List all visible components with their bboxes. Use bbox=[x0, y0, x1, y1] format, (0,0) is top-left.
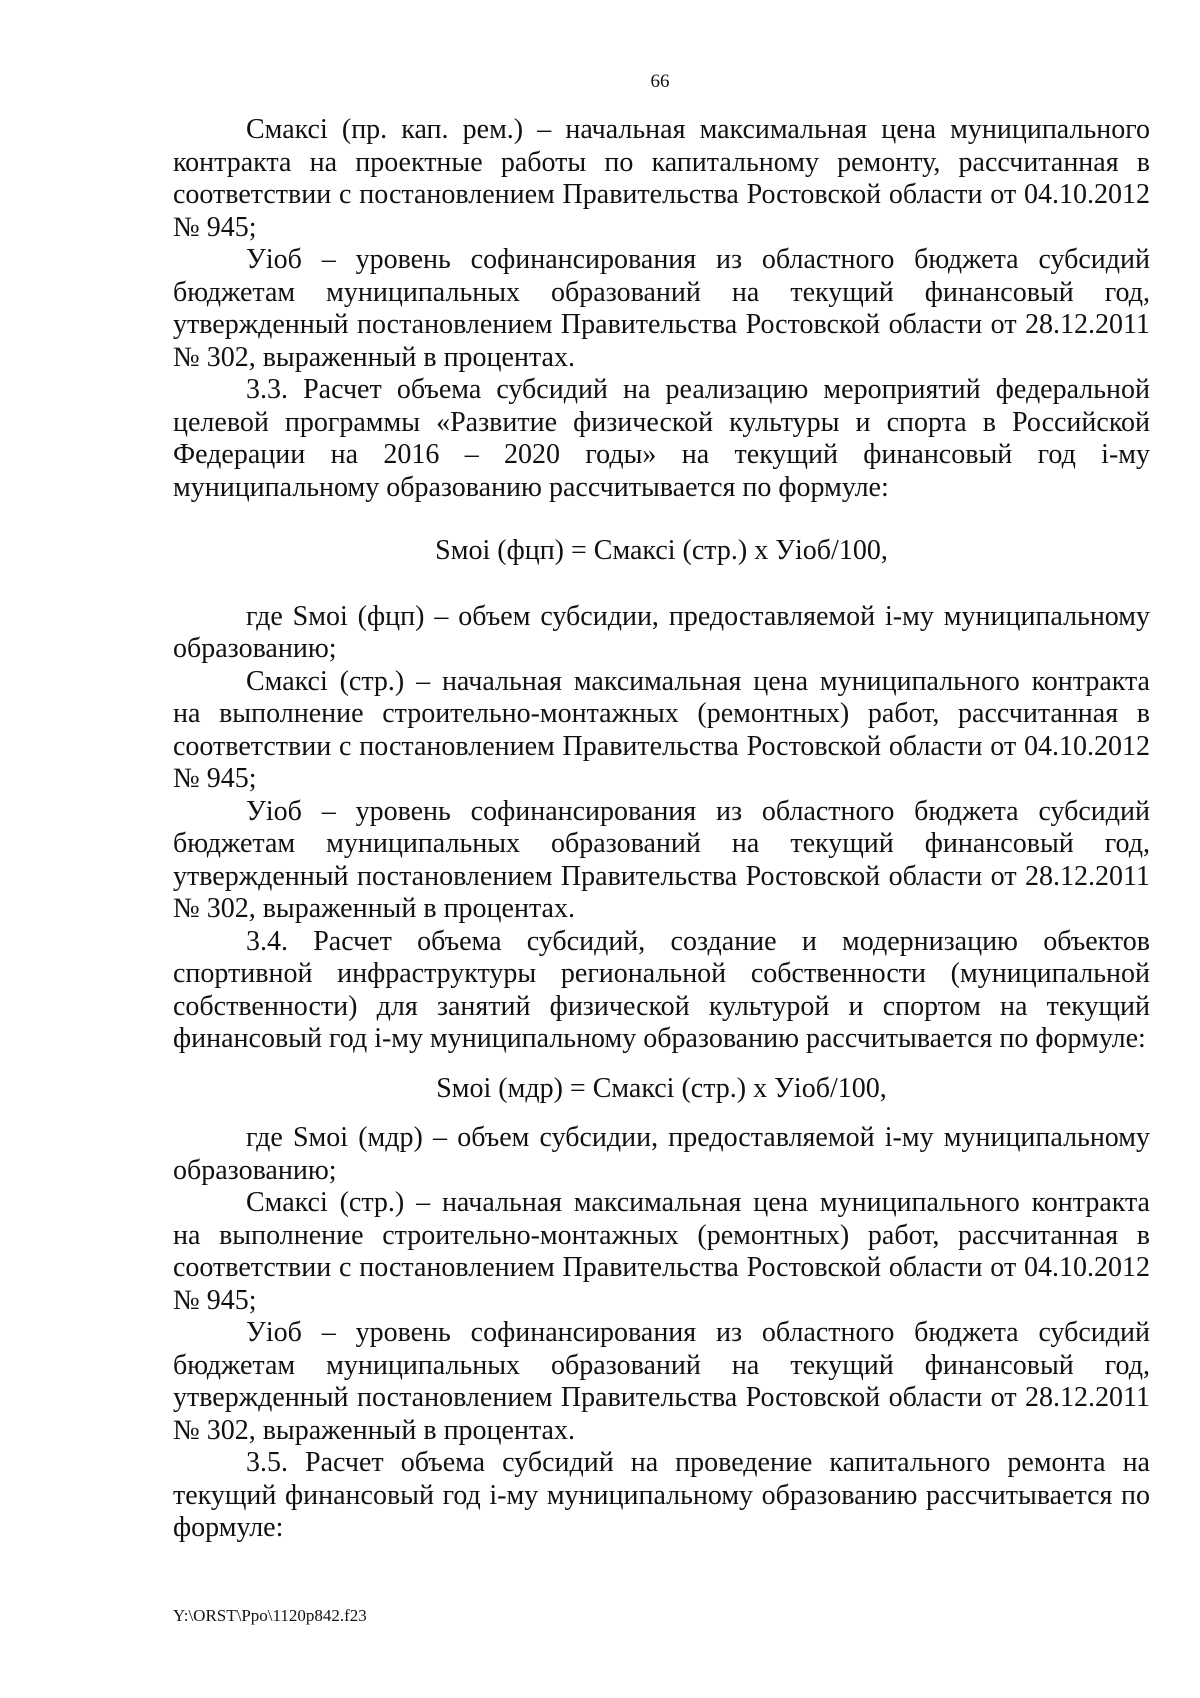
paragraph-cofinancing-level: Уіоб – уровень софинансирования из областного бюджета субсидий бюджетам муниципальных образований на текущий финансовый год, утвержденный постановлением Правительства Ростовской области от 28.12.2011 № 302, выраженный в процентах. bbox=[173, 795, 1150, 924]
paragraph-section-3-4: 3.4. Расчет объема субсидий, создание и модернизацию объектов спортивной инфраструктуры региональной собственности (муниципальной собственности) для занятий физической культурой и спортом на текущий финансовый год і-му муниципальному образованию рассчитывается по формуле: bbox=[173, 925, 1150, 1054]
paragraph-cmax-construction: Смаксі (стр.) – начальная максимальная цена муниципального контракта на выполнение строительно-монтажных (ремонтных) работ, рассчитанная в соответствии с постановлением Правительства Ростовской области от 04.10.2012 № 945; bbox=[173, 1187, 1150, 1316]
formula-fcp: Sмоі (фцп) = Смаксі (стр.) х Уіоб/100, bbox=[435, 535, 888, 566]
formula-mdr: Sмоі (мдр) = Смаксі (стр.) х Уіоб/100, bbox=[436, 1072, 887, 1104]
paragraph-cofinancing-level: Уіоб – уровень софинансирования из областного бюджета субсидий бюджетам муниципальных образований на текущий финансовый год, утвержденный постановлением Правительства Ростовской области от 28.12.2011 № 302, выраженный в процентах. bbox=[173, 244, 1150, 373]
paragraph-smo-fcp-definition: где Sмоі (фцп) – объем субсидии, предоставляемой і-му муниципальному образованию; bbox=[173, 600, 1150, 664]
paragraph-cofinancing-level: Уіоб – уровень софинансирования из областного бюджета субсидий бюджетам муниципальных образований на текущий финансовый год, утвержденный постановлением Правительства Ростовской области от 28.12.2011 № 302, выраженный в процентах. bbox=[173, 1317, 1150, 1446]
page-number: 66 bbox=[650, 71, 670, 92]
paragraph-section-3-3: 3.3. Расчет объема субсидий на реализацию мероприятий федеральной целевой программы «Развитие физической культуры и спорта в Российской Федерации на 2016 – 2020 годы» на текущий финансовый год і-му муниципальному образованию рассчитывается по формуле: bbox=[173, 374, 1150, 503]
paragraph-section-3-5: 3.5. Расчет объема субсидий на проведение капитального ремонта на текущий финансовый год і-му муниципальному образованию рассчитывается по формуле: bbox=[173, 1447, 1150, 1543]
file-path-footer: Y:\ORST\Ppo\1120p842.f23 bbox=[173, 1606, 367, 1625]
paragraph-smo-mdr-definition: где Sмоі (мдр) – объем субсидии, предоставляемой і-му муниципальному образованию; bbox=[173, 1122, 1150, 1186]
document-body bbox=[173, 114, 1150, 1545]
paragraph-cmax-construction: Смаксі (стр.) – начальная максимальная цена муниципального контракта на выполнение строительно-монтажных (ремонтных) работ, рассчитанная в соответствии с постановлением Правительства Ростовской области от 04.10.2012 № 945; bbox=[173, 665, 1150, 794]
paragraph-cmax-design: Смаксі (пр. кап. рем.) – начальная максимальная цена муниципального контракта на проектные работы по капитальному ремонту, рассчитанная в соответствии с постановлением Правительства Ростовской области от 04.10.2012 № 945; bbox=[173, 114, 1150, 243]
